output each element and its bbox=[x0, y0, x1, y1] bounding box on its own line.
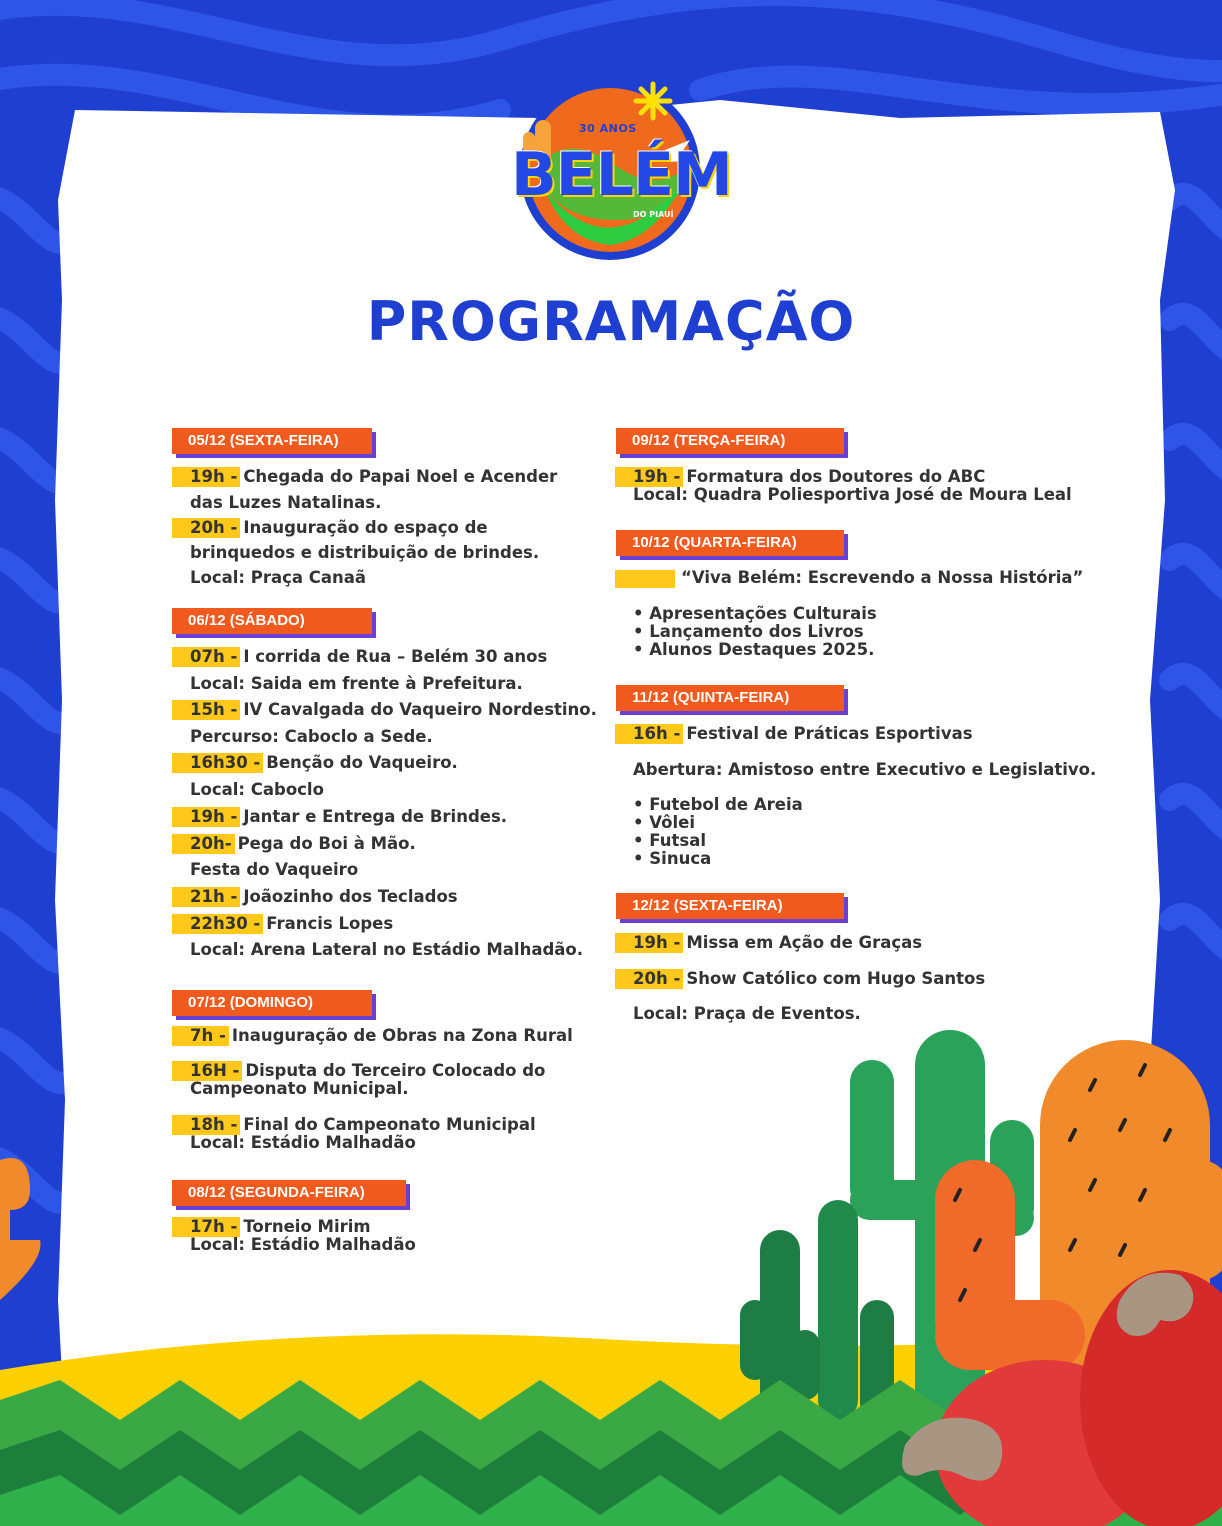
belem-30-anos-logo bbox=[505, 70, 732, 270]
schedule-entry bbox=[633, 849, 711, 869]
time-label: 16H - bbox=[172, 1061, 242, 1081]
schedule-entry bbox=[190, 780, 324, 800]
schedule-entry bbox=[633, 760, 1096, 780]
entry-text: IV Cavalgada do Vaqueiro Nordestino. bbox=[243, 700, 597, 719]
entry-text: Local: Arena Lateral no Estádio Malhadão. bbox=[190, 940, 584, 959]
schedule-entry bbox=[190, 493, 381, 513]
entry-text: Pega do Boi à Mão. bbox=[237, 834, 416, 853]
schedule-entry bbox=[633, 485, 1072, 505]
entry-text: Final do Campeonato Municipal bbox=[243, 1115, 536, 1134]
schedule-entry bbox=[190, 727, 433, 747]
time-label: 19h - bbox=[615, 933, 683, 953]
day-badge: 07/12 (DOMINGO) bbox=[172, 990, 372, 1016]
schedule-entry bbox=[190, 1079, 409, 1099]
day-badge: 10/12 (QUARTA-FEIRA) bbox=[616, 530, 844, 556]
schedule-entry bbox=[190, 887, 458, 907]
schedule-entry bbox=[190, 914, 393, 934]
time-label: 21h - bbox=[172, 887, 240, 907]
schedule-entry bbox=[190, 860, 358, 880]
schedule-entry bbox=[190, 1217, 371, 1237]
entry-text: • Lançamento dos Livros bbox=[633, 622, 864, 641]
schedule-entry bbox=[633, 640, 874, 660]
schedule-entry bbox=[190, 467, 557, 487]
entry-text: • Vôlei bbox=[633, 813, 695, 832]
schedule-entry bbox=[633, 933, 922, 953]
schedule-entry bbox=[633, 467, 985, 487]
time-label: 20h - bbox=[172, 518, 240, 538]
time-label: 19h - bbox=[615, 467, 683, 487]
time-label: 7h - bbox=[172, 1026, 229, 1046]
time-label: 18h - bbox=[172, 1115, 240, 1135]
entry-text: Inauguração de Obras na Zona Rural bbox=[231, 1026, 573, 1045]
entry-text: Show Católico com Hugo Santos bbox=[686, 969, 986, 988]
entry-text: Benção do Vaqueiro. bbox=[266, 753, 458, 772]
entry-text: Francis Lopes bbox=[266, 914, 394, 933]
schedule-entry bbox=[633, 813, 695, 833]
entry-text: Missa em Ação de Graças bbox=[686, 933, 923, 952]
time-label: 07h - bbox=[172, 647, 240, 667]
entry-text: Formatura dos Doutores do ABC bbox=[686, 467, 986, 486]
schedule-entry bbox=[633, 622, 864, 642]
time-label: 20h- bbox=[172, 834, 235, 854]
schedule-entry bbox=[633, 795, 803, 815]
schedule-entry bbox=[190, 1235, 416, 1255]
schedule-entry bbox=[190, 1061, 545, 1081]
time-label: 16h - bbox=[615, 724, 683, 744]
entry-text: “Viva Belém: Escrevendo a Nossa História” bbox=[681, 568, 1084, 587]
entry-text: Local: Saida em frente à Prefeitura. bbox=[190, 674, 523, 693]
schedule-entry bbox=[190, 834, 416, 854]
entry-text: brinquedos e distribuição de brindes. bbox=[190, 543, 540, 562]
entry-text: Percurso: Caboclo a Sede. bbox=[190, 727, 433, 746]
entry-text: das Luzes Natalinas. bbox=[190, 493, 382, 512]
entry-text: I corrida de Rua – Belém 30 anos bbox=[243, 647, 548, 666]
schedule-entry bbox=[190, 700, 597, 720]
entry-text: • Futsal bbox=[633, 831, 706, 850]
schedule-entry bbox=[633, 831, 706, 851]
time-label: 17h - bbox=[172, 1217, 240, 1237]
entry-text: • Apresentações Culturais bbox=[633, 604, 877, 623]
entry-text: Local: Caboclo bbox=[190, 780, 324, 799]
time-label: 15h - bbox=[172, 700, 240, 720]
day-badge: 09/12 (TERÇA-FEIRA) bbox=[616, 428, 844, 454]
time-label: 22h30 - bbox=[172, 914, 263, 934]
entry-text: Festival de Práticas Esportivas bbox=[686, 724, 973, 743]
entry-text: • Alunos Destaques 2025. bbox=[633, 640, 875, 659]
entry-text: Campeonato Municipal. bbox=[190, 1079, 409, 1098]
entry-text: Chegada do Papai Noel e Acender bbox=[243, 467, 558, 486]
entry-text: • Sinuca bbox=[633, 849, 712, 868]
entry-text: Festa do Vaqueiro bbox=[190, 860, 359, 879]
schedule-entry bbox=[633, 604, 877, 624]
logo-sub-text: DO PIAUÍ bbox=[633, 210, 674, 219]
day-badge: 05/12 (SEXTA-FEIRA) bbox=[172, 428, 372, 454]
logo-sun-icon bbox=[636, 84, 670, 118]
schedule-entry bbox=[190, 807, 507, 827]
schedule-entry bbox=[190, 1026, 573, 1046]
entry-text: Local: Estádio Malhadão bbox=[190, 1235, 416, 1254]
entry-text: Disputa do Terceiro Colocado do bbox=[245, 1061, 546, 1080]
day-badge: 11/12 (QUINTA-FEIRA) bbox=[616, 685, 844, 711]
entry-text: Abertura: Amistoso entre Executivo e Legislativo. bbox=[633, 760, 1097, 779]
schedule-entry bbox=[190, 674, 523, 694]
schedule-entry bbox=[190, 1133, 416, 1153]
schedule-entry bbox=[633, 568, 1083, 588]
entry-text: • Futebol de Areia bbox=[633, 795, 803, 814]
day-badge: 06/12 (SÁBADO) bbox=[172, 608, 372, 634]
schedule-entry bbox=[190, 518, 488, 538]
day-badge: 12/12 (SEXTA-FEIRA) bbox=[616, 893, 844, 919]
logo-top-text: 30 ANOS bbox=[579, 122, 637, 135]
schedule-entry bbox=[633, 969, 985, 989]
schedule-entry bbox=[633, 724, 973, 744]
time-label: 20h - bbox=[615, 969, 683, 989]
logo-main-text: BELÉM bbox=[511, 140, 732, 210]
entry-text: Joãozinho dos Teclados bbox=[243, 887, 458, 906]
schedule-entry bbox=[633, 1004, 861, 1024]
entry-text: Torneio Mirim bbox=[243, 1217, 371, 1236]
schedule-entry bbox=[190, 647, 547, 667]
schedule-entry bbox=[190, 568, 366, 588]
entry-text: Local: Praça de Eventos. bbox=[633, 1004, 861, 1023]
page-title: PROGRAMAÇÃO bbox=[366, 290, 856, 353]
entry-text: Local: Praça Canaã bbox=[190, 568, 367, 587]
entry-text: Inauguração do espaço de bbox=[243, 518, 488, 537]
schedule-entry bbox=[190, 940, 583, 960]
schedule-entry bbox=[190, 543, 539, 563]
time-label: 16h30 - bbox=[172, 753, 263, 773]
time-label: 19h - bbox=[172, 807, 240, 827]
schedule-entry bbox=[190, 1115, 536, 1135]
entry-text: Local: Estádio Malhadão bbox=[190, 1133, 416, 1152]
time-highlight bbox=[615, 570, 675, 588]
entry-text: Local: Quadra Poliesportiva José de Moura Leal bbox=[633, 485, 1072, 504]
entry-text: Jantar e Entrega de Brindes. bbox=[243, 807, 508, 826]
schedule-entry bbox=[190, 753, 458, 773]
day-badge: 08/12 (SEGUNDA-FEIRA) bbox=[172, 1180, 406, 1206]
time-label: 19h - bbox=[172, 467, 240, 487]
